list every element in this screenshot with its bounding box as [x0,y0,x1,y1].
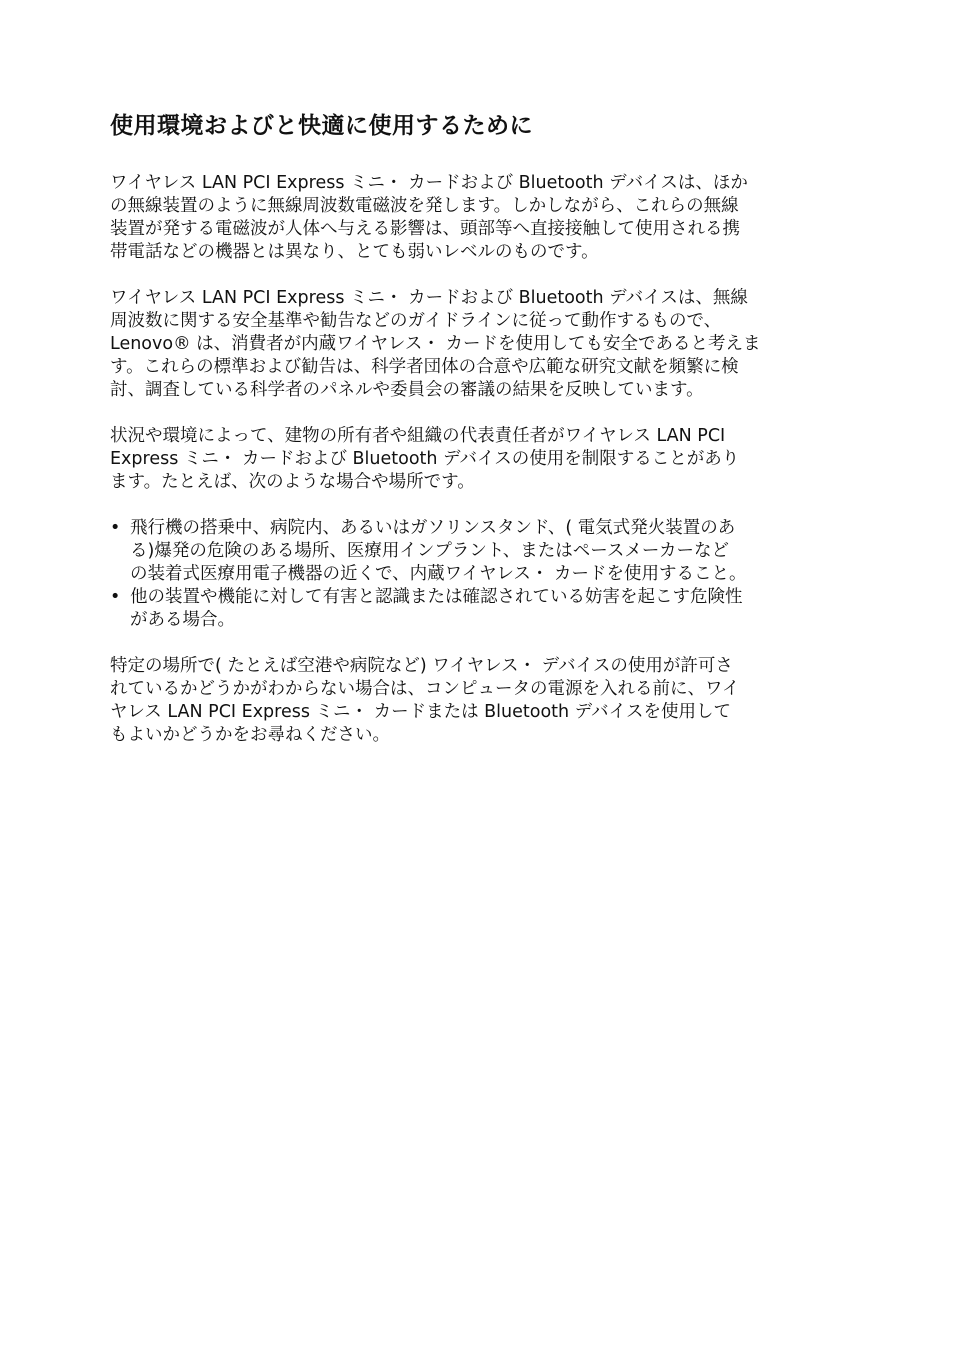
text-line: 特定の場所で( たとえば空港や病院など) ワイヤレス・ デバイスの使用が許可さ [110,656,733,676]
text-line: 周波数に関する安全基準や勧告などのガイドラインに従って動作するもので、 [110,311,722,331]
document-page [110,108,850,770]
text-line: 討、調査している科学者のパネルや委員会の審議の結果を反映しています。 [110,380,704,400]
paragraph-intro [110,172,850,264]
text-line: れているかどうかがわからない場合は、コンピュータの電源を入れる前に、ワイ [110,679,740,699]
text-line: がある場合。 [130,610,235,630]
text-line: 他の装置や機能に対して有害と認識または確認されている妨害を起こす危険性 [130,587,743,607]
text-line: 装置が発する電磁波が人体へ与える影響は、頭部等へ直接接触して使用される携 [110,219,740,239]
text-line: の無線装置のように無線周波数電磁波を発します。しかしながら、これらの無線 [110,196,739,216]
paragraph-closing [110,655,850,747]
text-line: もよいかどうかをお尋ねください。 [110,725,390,745]
paragraph-standards [110,287,850,402]
bullet-marker: • [110,518,121,538]
text-line: の装着式医療用電子機器の近くで、内蔵ワイヤレス・ カードを使用すること。 [130,564,747,584]
page-title: 使用環境およびと快適に使用するために [110,113,533,139]
text-line: ヤレス LAN PCI Express ミニ・ カードまたは Bluetooth デバイスを使用して [110,702,731,722]
paragraph-restrictions [110,425,850,494]
list-item [110,586,850,632]
text-line: す。これらの標準および勧告は、科学者団体の合意や広範な研究文献を頻繁に検 [110,357,739,377]
text-line: Express ミニ・ カードおよび Bluetooth デバイスの使用を制限することがあり [110,449,740,469]
text-line: ます。たとえば、次のような場合や場所です。 [110,472,475,492]
text-line: る)爆発の危険のある場所、医療用インプラント、またはペースメーカーなど [130,541,730,561]
text-line: ワイヤレス LAN PCI Express ミニ・ カードおよび Bluetooth デバイスは、ほか [110,173,748,193]
text-line: Lenovo® は、消費者が内蔵ワイヤレス・ カードを使用しても安全であると考えま [110,334,761,354]
text-line: 状況や環境によって、建物の所有者や組織の代表責任者がワイヤレス LAN PCI [110,426,726,446]
bullet-marker: • [110,587,121,607]
text-line: 飛行機の搭乗中、病院内、あるいはガソリンスタンド、( 電気式発火装置のあ [130,518,736,538]
list-item [110,517,850,586]
text-line: ワイヤレス LAN PCI Express ミニ・ カードおよび Bluetooth デバイスは、無線 [110,288,748,308]
bullet-list [110,517,850,632]
text-line: 帯電話などの機器とは異なり、とても弱いレベルのものです。 [110,242,599,262]
